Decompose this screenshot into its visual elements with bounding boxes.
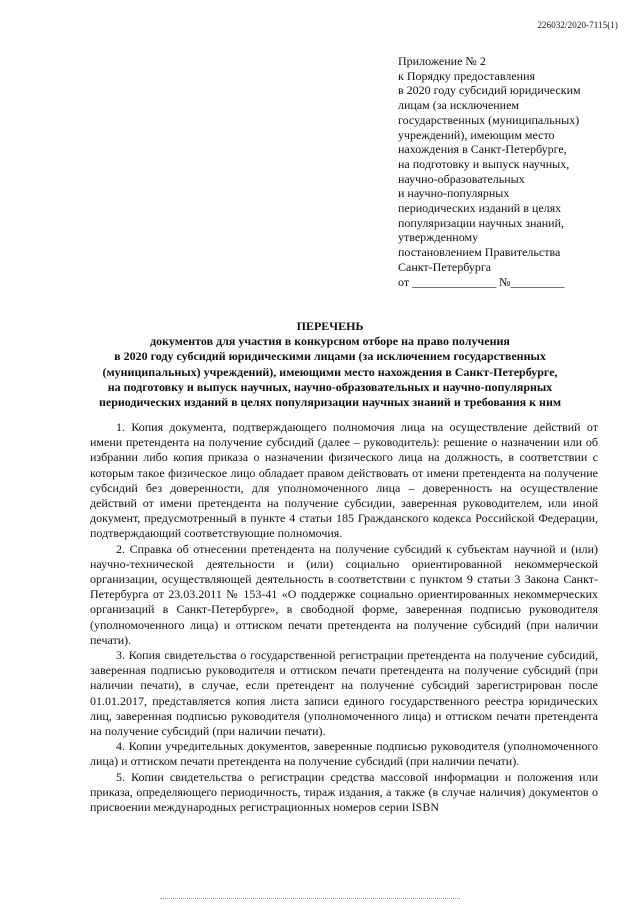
appendix-line: государственных (муниципальных) [398, 112, 580, 127]
list-item: 4. Копии учредительных документов, заверенные подписью руководителя (уполномоченного лица) и оттиском печати претендента на получение субсидий (при наличии печати). [90, 739, 598, 769]
appendix-line: популяризации научных знаний, [398, 215, 564, 230]
title-line: в 2020 году субсидий юридическими лицами (за исключением государственных [114, 349, 546, 364]
appendix-line: учреждений), имеющим место [398, 127, 555, 142]
title-line: периодических изданий в целях популяризации научных знаний и требования к ним [98, 395, 562, 410]
appendix-line: нахождения в Санкт-Петербурге, [398, 142, 567, 157]
appendix-line: утвержденному [398, 230, 479, 245]
appendix-date-number-line: от ______________ №_________ [398, 274, 565, 289]
appendix-line: лицам (за исключением [398, 98, 520, 113]
title-line: документов для участия в конкурсном отборе на право получения [150, 334, 510, 349]
document-title [60, 319, 600, 410]
appendix-header [398, 54, 618, 289]
document-body [90, 420, 598, 815]
list-item: 2. Справка об отнесении претендента на получение субсидий к субъектам научной и (или) научно-технической деятельности и (или) социально ориентированной некоммерческой организации, осуществляющей деятельность в соответствии с пунктом 9 статьи 3 Закона Санкт-Петербурга от 23.03.2011 № 153-41 «О поддержке социально ориентированных некоммерческих организаций в Санкт-Петербурге», в свободной форме, заверенная подписью руководителя (уполномоченного лица) и оттиском печати претендента на получение субсидий (при наличии печати). [90, 541, 598, 647]
appendix-line: к Порядку предоставления [398, 68, 536, 83]
document-number: 226032/2020-7115(1) [537, 20, 618, 30]
appendix-line: периодических изданий в целях [398, 201, 562, 216]
footer-divider [160, 898, 460, 900]
title-line: (муниципальных) учреждений), имеющими место нахождения в Санкт-Петербурге, [102, 364, 558, 379]
appendix-line: Санкт-Петербурга [398, 259, 492, 274]
appendix-line: постановлением Правительства [398, 245, 561, 260]
list-item: 1. Копия документа, подтверждающего полномочия лица на осуществление действий от имени претендента на получение субсидий (далее – руководитель): решение о назначении или об избрании либо копия приказа о назначении физического лица на должность, в соответствии с которым такое физическое лицо обладает правом действовать от имени претендента на получение субсидий без доверенности, для уполномоченного лица – доверенность на осуществление действий от имени претендента на получение субсидии, заверенная руководителем, или иной документ, предусмотренный в пункте 4 статьи 185 Гражданского кодекса Российской Федерации, подтверждающий соответствующие полномочия. [90, 420, 598, 541]
title-line: на подготовку и выпуск научных, научно-образовательных и научно-популярных [107, 379, 553, 394]
appendix-line: Приложение № 2 [398, 54, 486, 68]
list-item: 5. Копии свидетельства о регистрации средства массовой информации и положения или приказа, определяющего периодичность, тираж издания, а также (в случае наличия) документов о присвоении международных регистрационных номеров серии ISBN [90, 769, 598, 815]
appendix-line: и научно-популярных [398, 186, 510, 201]
list-item: 3. Копия свидетельства о государственной регистрации претендента на получение субсидий, заверенная подписью руководителя и оттиском печати претендента на получение субсидий (при наличии печати), в случае, если претендент на получение субсидий зарегистрирован после 01.01.2017, представляется копия листа записи единого государственного реестра юридических лиц, заверенная подписью руководителя (уполномоченного лица) и оттиском печати претендента на получение субсидий (при наличии печати). [90, 648, 598, 739]
title-line: ПЕРЕЧЕНЬ [296, 319, 364, 333]
appendix-line: научно-образовательных [398, 171, 525, 186]
appendix-line: в 2020 году субсидий юридическим [398, 83, 581, 98]
appendix-line: на подготовку и выпуск научных, [398, 156, 570, 171]
